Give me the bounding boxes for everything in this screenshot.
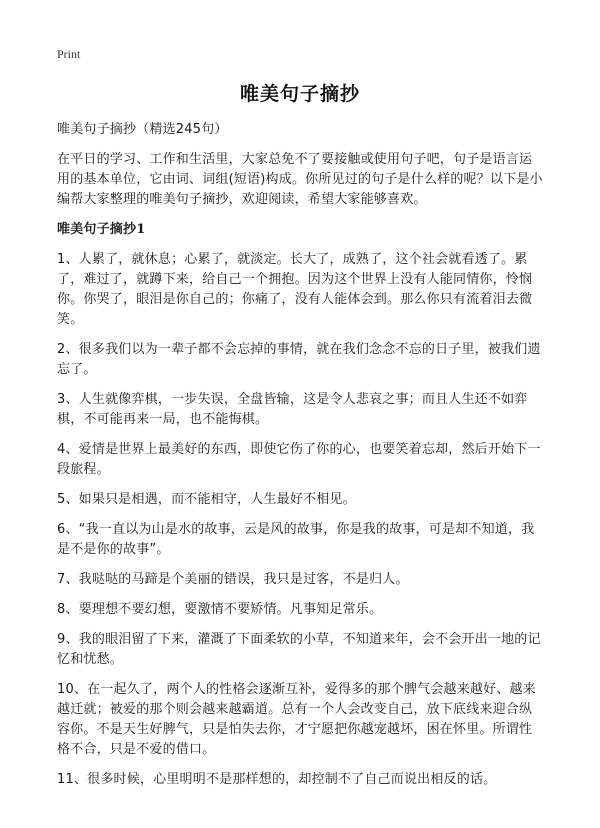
list-item: 11、很多时候，心里明明不是那样想的，却控制不了自己而说出相反的话。 [57, 772, 497, 787]
list-item: 8、要理想不要幻想，要激情不要矫情。凡事知足常乐。 [57, 602, 383, 617]
list-item: 4、爱情是世界上最美好的东西，即使它伤了你的心，也要笑着忘却，然后开始下一段旅程。 [57, 442, 541, 477]
list-item: 3、人生就像弈棋，一步失误，全盘皆输，这是令人悲哀之事；而且人生还不如弈棋，不可能再来一局，也不能悔棋。 [57, 392, 528, 427]
list-item: 2、很多我们以为一辈子都不会忘掉的事情，就在我们念念不忘的日子里，被我们遗忘了。 [57, 342, 541, 377]
list-item: 10、在一起久了，两个人的性格会逐渐互补，爱得多的那个脾气会越来越好、越来越迁就；被爱的那个则会越来越霸道。总有一个人会改变自己，放下底线来迎合纵容你。不是天生好脾气，只是怕失去你，才宁愿把你越宠越坏，困在怀里。所谓性格不合，只是不爱的借口。 [57, 682, 536, 757]
article-intro: 在平日的学习、工作和生活里，大家总免不了要接触或使用句子吧，句子是语言运用的基本单位，它由词、词组(短语)构成。你所见过的句子是什么样的呢？以下是小编帮大家整理的唯美句子摘抄，欢迎阅读，希望大家能够喜欢。 [57, 152, 543, 207]
print-link[interactable]: Print [57, 47, 81, 61]
list-item: 9、我的眼泪留了下来，灌溉了下面柔软的小草，不知道来年，会不会开出一地的记忆和忧愁。 [57, 632, 541, 667]
list-item: 6、“我一直以为山是水的故事，云是风的故事，你是我的故事，可是却不知道，我是不是你的故事”。 [57, 522, 535, 557]
list-item: 7、我哒哒的马蹄是个美丽的错误，我只是过客，不是归人。 [57, 572, 409, 587]
list-item: 1、人累了，就休息；心累了，就淡定。长大了，成熟了，这个社会就看透了。累了，难过了，就蹲下来，给自己一个拥抱。因为这个世界上没有人能同情你，怜悯你。你哭了，眼泪是你自己的；你痛了，没有人能体会到。那么你只有流着泪去微笑。 [57, 252, 533, 327]
page-title: 唯美句子摘抄 [239, 83, 360, 105]
article-subtitle: 唯美句子摘抄（精选245句） [57, 122, 228, 137]
list-item: 5、如果只是相遇，而不能相守，人生最好不相见。 [57, 492, 356, 507]
section-heading: 唯美句子摘抄1 [57, 222, 146, 237]
article-body [57, 120, 545, 800]
